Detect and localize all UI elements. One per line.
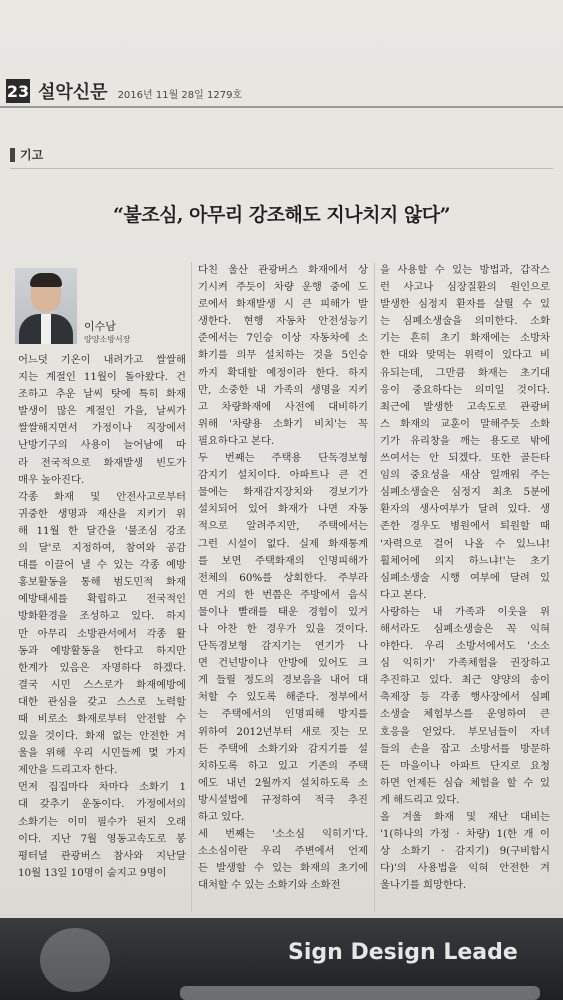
- text-line: 든 마을이나 아파트 단지로 요청: [380, 759, 550, 772]
- text-line: 감지기 설치이다. 아파트나 큰 건: [198, 469, 368, 482]
- text-line: 응이 중요하다는 의미일 것이다.: [380, 383, 550, 396]
- text-line: 발생이 많은 계절인 가을, 날씨가: [18, 405, 186, 418]
- column-divider: [191, 262, 192, 912]
- text-line: 발생한 심정지 환자를 살릴 수 있: [380, 298, 550, 311]
- text-line: 하고 있다.: [198, 811, 245, 823]
- issue-date: 2016년 11월 28일 1279호: [117, 90, 243, 101]
- text-line: 홍보활동을 통해 범도민적 화재: [18, 576, 186, 589]
- text-line: 휠체어에 의지 하느냐!'는 초기: [380, 554, 550, 567]
- text-line: 스 화재의 교훈이 말해주듯 소화: [380, 417, 550, 430]
- text-line: 고 차량화재에 사전에 대비하기: [198, 400, 368, 413]
- text-line: 심폐소생술은 심정지 최초 5분에: [380, 486, 550, 499]
- text-line: 때 비로소 화재로부터 안전할 수: [18, 712, 186, 725]
- text-line: 쌀쌀해지면서 가정이나 직장에서: [18, 422, 186, 435]
- text-line: 물에는 화재감지장치와 경보기가: [198, 486, 368, 499]
- text-line: 든 발생할 수 있는 화재의 초기에: [198, 862, 368, 875]
- text-line: 준에서는 7인승 이상 자동차에 소: [198, 332, 368, 345]
- text-line: 있을 것이다. 화재 없는 안전한 겨: [18, 730, 186, 743]
- column-divider: [374, 262, 375, 912]
- text-line: 면 거의 한 번쯤은 주방에서 음식: [198, 588, 368, 601]
- text-line: 추진하고 있다. 최근 양양의 송이: [380, 674, 550, 687]
- text-line: 한 대와 맞먹는 위력이 있다고 비: [380, 349, 550, 362]
- section-rule: [10, 168, 553, 169]
- text-line: 라 전국적으로 화재발생 빈도가: [18, 456, 186, 469]
- text-line: 대를 이끌어 낼 수 있는 각종 예방: [18, 559, 186, 572]
- text-line: 에도 내년 2월까지 설치하도록 소: [198, 776, 368, 789]
- text-line: 평터널 관광버스 참사와 지난달: [18, 849, 186, 862]
- text-line: 소화기는 이미 필수가 된지 오래: [18, 815, 186, 828]
- text-line: 해 11월 한 달간을 '불조심 강조: [18, 524, 186, 537]
- text-line: 위하여 2012년부터 새로 짓는 모: [198, 725, 368, 738]
- text-line: 생한다. 현행 자동차 안전성능기: [198, 315, 368, 328]
- text-line: 각종 화재 및 안전사고로부터: [18, 490, 186, 503]
- text-line: 그런 시설이 없다. 실제 화재통계: [198, 537, 368, 550]
- section-label: 기고: [20, 148, 44, 162]
- text-line: 결국 시민 스스로가 화재예방에: [18, 678, 186, 691]
- text-line: 만, 소중한 내 가족의 생명을 지키: [198, 383, 368, 396]
- text-line: 사랑하는 내 가족과 이웃을 위: [380, 605, 550, 618]
- text-line: 는 주택에서의 인명피해 방지를: [198, 708, 368, 721]
- text-line: 기시켜 주듯이 차량 운행 중에 도: [198, 281, 368, 294]
- text-line: 세 번째는 '소소심 익히기'다.: [198, 828, 368, 841]
- text-line: 존한 경우도 병원에서 퇴원할 때: [380, 520, 550, 533]
- text-line: 방시설법에 규정하여 적극 추진: [198, 793, 368, 806]
- ad-title: Sign Design Leade: [288, 940, 518, 965]
- text-line: 치하도록 하고 있고 기존의 주택: [198, 759, 368, 772]
- text-line: 하면 언제든 심습 체험을 할 수 있: [380, 776, 550, 789]
- text-line: 방화환경을 조성하고 있다. 하지: [18, 610, 186, 623]
- text-line: 게 해드리고 있다.: [380, 793, 460, 806]
- text-line: 는 심폐소생술을 의미한다. 소화: [380, 315, 550, 328]
- text-line: 울을 위해 우리 시민들께 몇 가지: [18, 747, 186, 760]
- author-name: 이수남: [84, 320, 116, 333]
- text-line: 심 익히기' 가족체험을 권장하고: [380, 657, 550, 670]
- text-line: 대한 관심을 갖고 스스로 노력할: [18, 695, 186, 708]
- article-headline: “불조심, 아무리 강조해도 지나치지 않다”: [112, 204, 451, 226]
- text-line: 대 갖추기 운동이다. 가정에서의: [18, 798, 186, 811]
- text-line: 다친 울산 관광버스 화재에서 상: [198, 264, 368, 276]
- text-line: '자력으로 걸어 나올 수 있느냐!: [380, 537, 550, 550]
- article-column-2: [198, 262, 368, 894]
- text-line: 전체의 60%를 상회한다. 주부라: [198, 571, 368, 584]
- text-line: 제안을 드리고자 한다.: [18, 764, 118, 777]
- text-line: 대처할 수 있는 소화기와 소화전: [198, 879, 341, 892]
- text-line: 다고 본다.: [380, 588, 427, 601]
- text-line: 울나기를 희망한다.: [380, 879, 467, 892]
- text-line: 호응을 얻었다. 부모님들이 자녀: [380, 725, 550, 738]
- text-line: 상 소화기 · 감지기) 9(구비합시: [380, 845, 550, 858]
- section-tag: [10, 146, 43, 163]
- text-line: 매우 높아진다.: [18, 473, 85, 486]
- text-line: 런 사고나 심장질환의 원인으로: [380, 281, 550, 294]
- text-line: 야한다. 우리 소방서에서도 '소소: [380, 640, 550, 653]
- text-line: 지는 계절인 11월이 돌아왔다. 건: [18, 371, 186, 384]
- text-line: 쓰여서는 안 되겠다. 또한 골든타: [380, 452, 550, 465]
- text-line: 게 들릴 정도의 경보음을 내어 대: [198, 674, 368, 687]
- page-number: 23: [6, 79, 30, 103]
- text-line: 어느덧 기온이 내려가고 쌀쌀해: [18, 354, 186, 366]
- text-line: 면 건넌방이나 안방에 있어도 크: [198, 657, 368, 670]
- text-line: 처할 수 있도록 해준다. 정부에서: [198, 691, 368, 704]
- text-line: 축제장 등 각종 행사장에서 심폐: [380, 691, 550, 704]
- text-line: 화기를 의무 설치하는 것을 5인승: [198, 349, 368, 362]
- text-line: 10월 13일 10명이 숨지고 9명이: [18, 866, 167, 879]
- text-line: 다)'의 사용법을 익혀 안전한 겨: [380, 862, 550, 875]
- text-line: 물이나 빨래를 태운 경험이 있거: [198, 605, 368, 618]
- text-line: 조하고 추운 날씨 탓에 특히 화재: [18, 388, 186, 401]
- text-line: 까지 확대할 예정이라 한다. 하지: [198, 366, 368, 379]
- text-line: 심폐소생술 시행 여부에 달려 있: [380, 571, 550, 584]
- text-line: 기는 흔히 초기 화재에는 소방차: [380, 332, 550, 345]
- text-line: 두 번째는 주택용 단독경보형: [198, 452, 368, 465]
- text-line: 기가 유리창을 깨는 용도로 밖에: [380, 434, 550, 447]
- text-line: 적으로 알려주지만, 주택에서는: [198, 520, 368, 533]
- ad-logo: [40, 928, 110, 992]
- text-line: 최근에 발생한 고속도로 관광버: [380, 400, 550, 413]
- text-line: 소소심이란 우리 주변에서 언제: [198, 845, 368, 858]
- text-line: 들의 손을 잡고 소방서를 방문하: [380, 742, 550, 755]
- text-line: 필요하다고 본다.: [198, 434, 275, 447]
- text-line: 이다. 지난 7월 영동고속도로 봉: [18, 832, 186, 845]
- text-line: 임의 중요성을 새삼 일깨워 주는: [380, 469, 550, 482]
- text-line: 를 보면 주택화재의 인명피해가: [198, 554, 368, 567]
- text-line: 난방기구의 사용이 늘어남에 따: [18, 439, 186, 452]
- section-marker: [10, 148, 15, 162]
- text-line: 한계가 있음은 자명하다 하겠다.: [18, 661, 186, 674]
- text-line: 위해 '차량용 소화기 비치'는 꼭: [198, 417, 368, 430]
- text-line: '1(하나의 가정 · 차량) 1(한 개 이: [380, 828, 550, 841]
- text-line: 을 사용할 수 있는 방법과, 갑작스: [380, 264, 550, 276]
- text-line: 예방태세를 확립하고 전국적인: [18, 593, 186, 606]
- advertisement-banner: [0, 918, 563, 1000]
- text-line: 든 주택에 소화기와 감지기를 설: [198, 742, 368, 755]
- text-line: 로에서 화재발생 시 큰 피해가 발: [198, 298, 368, 311]
- header-rule: [0, 106, 563, 108]
- article-column-1: [18, 352, 186, 882]
- text-line: 의 달'로 지정하여, 참여와 공감: [18, 542, 186, 555]
- text-line: 환자의 생사여부가 달려 있다. 생: [380, 503, 550, 516]
- ad-tagline-graphic: [180, 986, 540, 1000]
- text-line: 단독경보형 감지기는 연기가 나: [198, 640, 368, 653]
- author-photo: [15, 268, 77, 344]
- text-line: 소생술 체험부스를 운영하여 큰: [380, 708, 550, 721]
- text-line: 먼저 집집마다 차마다 소화기 1: [18, 781, 186, 794]
- text-line: 유되는데, 그만큼 화재는 초기대: [380, 366, 550, 379]
- text-line: 해서라도 심폐소생술은 꼭 익혀: [380, 622, 550, 635]
- newspaper-name: 설악신문: [38, 82, 108, 103]
- text-line: 설치되어 있어 화재가 나면 자동: [198, 503, 368, 516]
- page-header: [6, 78, 242, 104]
- text-line: 만 아무리 소방관서에서 각종 활: [18, 627, 186, 640]
- author-title: 양양소방서장: [84, 335, 131, 344]
- text-line: 올 겨울 화재 및 재난 대비는: [380, 811, 550, 823]
- text-line: 동과 예방활동을 한다고 하지만: [18, 644, 186, 657]
- article-column-3: [380, 262, 550, 894]
- text-line: 나 아찬 한 경우가 있을 것이다.: [198, 622, 368, 635]
- text-line: 귀중한 생명과 재산을 지키기 위: [18, 507, 186, 520]
